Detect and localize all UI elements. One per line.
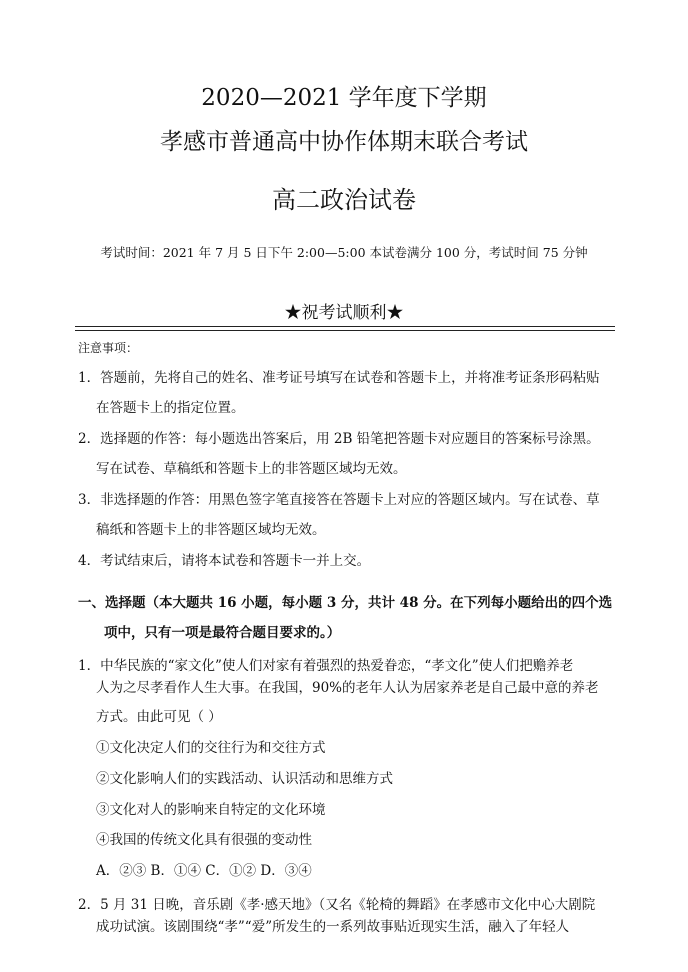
question-2-text: 2．5 月 31 日晚，音乐剧《孝·感天地》（又名《轮椅的舞蹈》在孝感市文化中心大剧院 <box>78 897 596 913</box>
divider-top <box>75 326 615 327</box>
question-1-text: 1．中华民族的“家文化”使人们对家有着强烈的热爱眷恋，“孝文化”使人们把赡养老 <box>78 658 574 674</box>
question-1-option: ②文化影响人们的实践活动、认识活动和思维方式 <box>96 771 393 787</box>
note-line: 在答题卡上的指定位置。 <box>96 400 245 416</box>
note-line: 3．非选择题的作答：用黑色签字笔直接答在答题卡上对应的答题区域内。写在试卷、草 <box>78 492 600 508</box>
section-heading-cont: 项中，只有一项是最符合题目要求的。） <box>104 625 341 641</box>
note-line: 4．考试结束后，请将本试卷和答题卡一并上交。 <box>78 553 371 569</box>
note-line: 1．答题前，先将自己的姓名、准考证号填写在试卷和答题卡上，并将准考证条形码粘贴 <box>78 370 600 386</box>
question-1-text: 人为之尽孝看作人生大事。在我国，90%的老年人认为居家养老是自己最中意的养老 <box>96 680 599 696</box>
note-line: 2．选择题的作答：每小题选出答案后，用 2B 铅笔把答题卡对应题目的答案标号涂黑。 <box>78 431 600 447</box>
paper-title: 高二政治试卷 <box>272 186 416 214</box>
title-line-2: 孝感市普通高中协作体期末联合考试 <box>160 129 528 155</box>
question-2-text: 成功试演。该剧围绕“孝”“爱”所发生的一系列故事贴近现实生活，融入了年轻人 <box>96 919 570 935</box>
good-luck-banner: ★祝考试顺利★ <box>284 303 404 323</box>
title-line-1: 2020—2021 学年度下学期 <box>201 85 487 111</box>
note-line: 写在试卷、草稿纸和答题卡上的非答题区域均无效。 <box>96 461 407 477</box>
notes-heading: 注意事项： <box>78 341 139 355</box>
question-1-answers: A．②③ B．①④ C．①② D．③④ <box>96 863 312 879</box>
question-1-text: 方式。由此可见（ ） <box>96 709 222 725</box>
section-heading: 一、选择题（本大题共 16 小题，每小题 3 分，共计 48 分。在下列每小题给出的四个选 <box>78 595 613 611</box>
exam-info: 考试时间：2021 年 7 月 5 日下午 2:00—5:00 本试卷满分 100 分，考试时间 75 分钟 <box>100 245 588 260</box>
question-1-option: ④我国的传统文化具有很强的变动性 <box>96 832 312 848</box>
note-line: 稿纸和答题卡上的非答题区域均无效。 <box>96 522 326 538</box>
question-1-option: ①文化决定人们的交往行为和交往方式 <box>96 740 326 756</box>
divider-bottom <box>75 330 615 331</box>
question-1-option: ③文化对人的影响来自特定的文化环境 <box>96 802 326 818</box>
